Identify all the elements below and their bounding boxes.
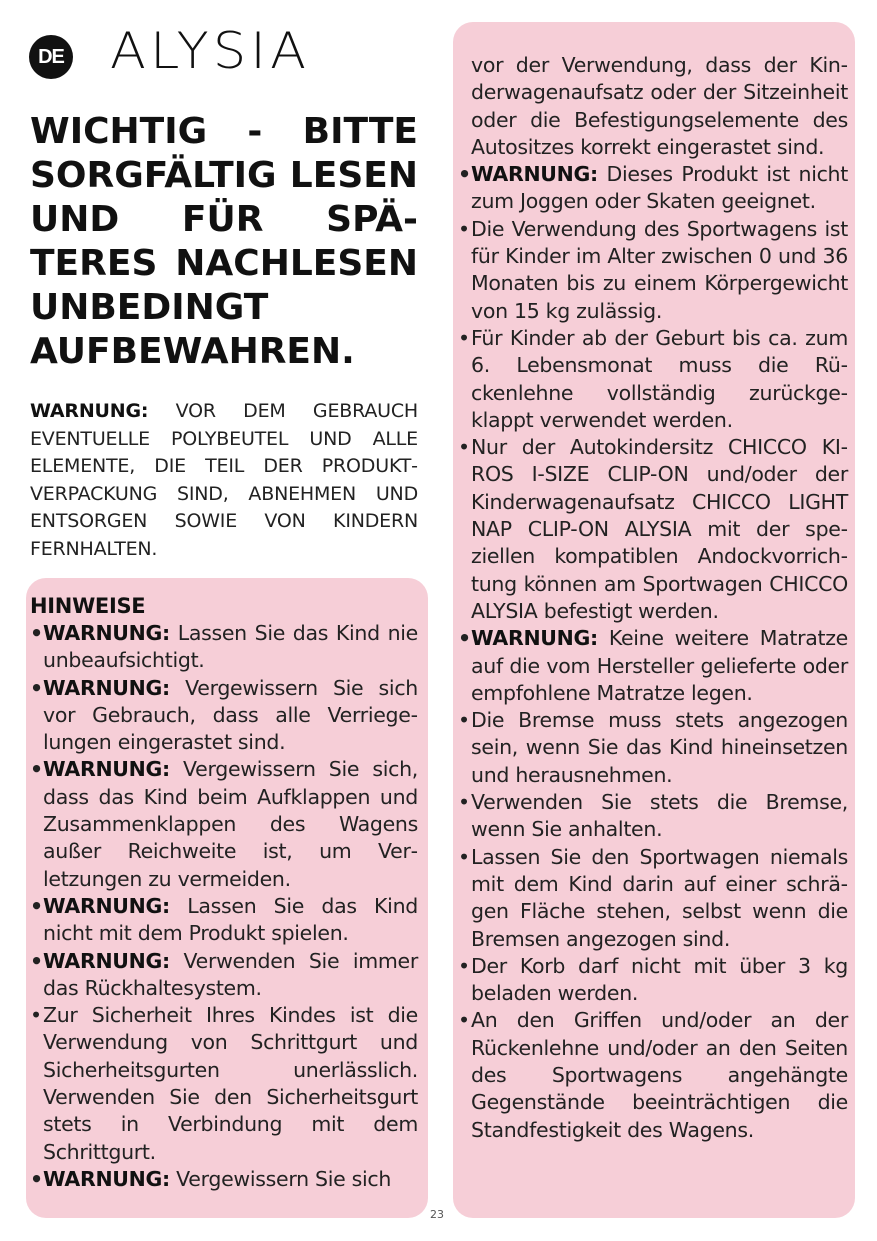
note-item	[458, 789, 848, 844]
bullet-icon: •	[30, 1166, 43, 1191]
note-text: Lassen Sie das Kind nie unbeaufsichtigt.	[43, 621, 418, 673]
bullet-icon: •	[458, 844, 470, 869]
note-text: Die Verwendung des Sportwagens ist für Kinder im Alter zwischen 0 und 36 Monaten bis zu einem Körpergewicht von 15 kg zulässig.	[471, 216, 848, 323]
language-badge: DE	[29, 35, 73, 79]
bullet-icon: •	[458, 216, 470, 241]
continued-text: vor der Verwendung, dass der Kinderwagenaufsatz oder der Sitzeinheit oder die Befestigungselemente des Autositzes korrekt eingerastet sind.	[471, 53, 848, 159]
note-item	[458, 325, 848, 434]
intro-warning-label: WARNUNG:	[30, 400, 149, 422]
brand-logo: ALYSIA	[110, 22, 311, 80]
bullet-icon: •	[458, 435, 470, 460]
note-item	[458, 953, 848, 1008]
bullet-icon: •	[30, 757, 43, 782]
warning-label: WARNUNG:	[43, 675, 170, 700]
warning-label: WARNUNG:	[43, 893, 170, 918]
bullet-icon: •	[30, 893, 43, 918]
bullet-icon: •	[458, 325, 470, 350]
note-text: Dieses Produkt ist nicht zum Joggen oder Skaten geeignet.	[471, 162, 848, 214]
bullet-icon: •	[30, 1003, 42, 1028]
bullet-icon: •	[30, 948, 43, 973]
bullet-icon: •	[458, 790, 470, 815]
intro-warning-text: VOR DEM GEBRAUCH EVENTUELLE POLYBEUTEL UND ALLE ELEMENTE, DIE TEIL DER PRODUKTVERPACKUNG SIND, ABNEHMEN UND ENTSORGEN SOWIE VON KINDERN FERNHALTEN.	[30, 400, 418, 560]
warning-label: WARNUNG:	[471, 162, 598, 187]
bullet-icon: •	[458, 1008, 470, 1033]
warning-label: WARNUNG:	[43, 948, 170, 973]
note-text: Vergewissern Sie sich, dass das Kind beim Aufklappen und Zusammenklappen des Wagens außer Reichweite ist, um Verletzungen zu vermeiden.	[43, 757, 418, 891]
bullet-icon: •	[458, 626, 471, 651]
note-item	[458, 434, 848, 625]
note-text: Die Bremse muss stets angezogen sein, wenn Sie das Kind hineinsetzen und herausnehmen.	[471, 708, 848, 787]
page-number: 23	[430, 1208, 444, 1221]
note-item	[458, 1007, 848, 1143]
note-text: Verwenden Sie immer das Rückhaltesystem.	[43, 948, 418, 1000]
bullet-icon: •	[30, 675, 43, 700]
note-item	[458, 844, 848, 953]
note-text: Vergewissern Sie sich	[169, 1166, 392, 1191]
note-item	[458, 161, 848, 216]
note-item	[30, 675, 418, 757]
note-item	[30, 756, 418, 892]
note-text: Lassen Sie den Sportwagen niemals mit dem Kind darin auf einer schrägen Fläche stehen, selbst wenn die Bremsen angezogen sind.	[471, 844, 848, 951]
note-text: Zur Sicherheit Ihres Kindes ist die Verwendung von Schrittgurt und Sicherheitsgurten unerlässlich. Verwenden Sie den Sicherheitsgurt stets in Verbindung mit dem Schrittgurt.	[43, 1003, 418, 1164]
notes-list-left	[30, 620, 418, 1193]
note-item	[30, 620, 418, 675]
note-item	[30, 893, 418, 948]
note-text: Vergewissern Sie sich vor Gebrauch, dass alle Verriegelungen eingerastet sind.	[43, 675, 418, 755]
page-title: WICHTIG - BITTE SORGFÄLTIG LESEN UND FÜR SPÄTERES NACHLESEN UNBEDINGT AUFBEWAHREN.	[30, 111, 418, 372]
warning-label: WARNUNG:	[471, 626, 598, 651]
note-text: An den Griffen und/oder an der Rückenlehne und/oder an den Seiten des Sportwagens angehängte Gegenstände beeinträchtigen die Standfestigkeit des Wagens.	[471, 1008, 848, 1142]
note-item	[30, 948, 418, 1003]
notes-column-left	[30, 592, 418, 1193]
note-item	[30, 1002, 418, 1166]
bullet-icon: •	[458, 162, 471, 187]
bullet-icon: •	[458, 708, 470, 733]
note-text: Der Korb darf nicht mit über 3 kg beladen werden.	[471, 953, 848, 1006]
note-item	[30, 1166, 418, 1193]
warning-label: WARNUNG:	[43, 621, 170, 645]
note-item	[458, 216, 848, 325]
bullet-icon: •	[30, 621, 43, 645]
notes-heading: HINWEISE	[30, 594, 146, 618]
note-item	[458, 625, 848, 707]
notes-column-right	[458, 52, 848, 1144]
note-text: Keine weitere Matratze auf die vom Hersteller gelieferte oder empfohlene Matratze legen.	[471, 626, 848, 705]
bullet-icon: •	[458, 953, 470, 978]
warning-label: WARNUNG:	[43, 757, 170, 782]
notes-list-right	[458, 161, 848, 1144]
note-text: Nur der Autokindersitz CHICCO KIROS I-SIZE CLIP-ON und/oder der Kinderwagenaufsatz CHICCO LIGHT NAP CLIP-ON ALYSIA mit der speziellen kompatiblen Andockvorrichtung können am Sportwagen CHICCO ALYSIA befestigt werden.	[471, 435, 848, 623]
note-text: Lassen Sie das Kind nicht mit dem Produkt spielen.	[43, 893, 418, 946]
warning-label: WARNUNG:	[43, 1166, 170, 1191]
note-item	[458, 707, 848, 789]
intro-warning	[30, 398, 418, 563]
note-text: Verwenden Sie stets die Bremse, wenn Sie anhalten.	[471, 790, 848, 842]
note-text: Für Kinder ab der Geburt bis ca. zum 6. Lebensmonat muss die Rückenlehne vollständig zurückgeklappt verwendet werden.	[471, 325, 848, 432]
